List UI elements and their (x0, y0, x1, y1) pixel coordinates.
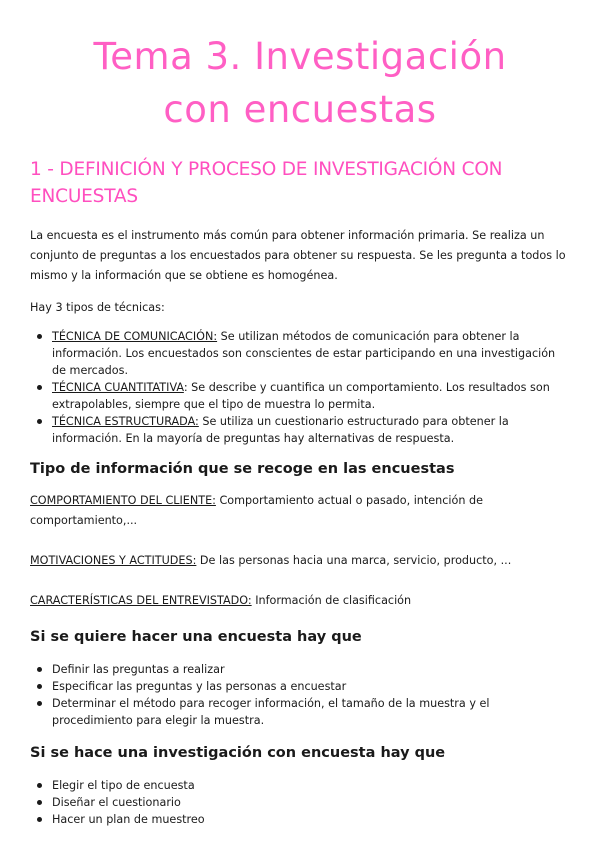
intro-paragraph: La encuesta es el instrumento más común para obtener información primaria. Se realiza un conjunto de preguntas a los encuestados para obtener su respuesta. Se les pregunta a todos lo mismo y la información que se obtiene es homogénea. (30, 229, 566, 282)
list-item (30, 794, 570, 811)
si-hace-list (30, 777, 570, 828)
info-paragraph-motivaciones (30, 551, 570, 571)
list-item (30, 661, 570, 678)
list-item-text: Se utilizan métodos de comunicación para obtener la información. Los encuestados son conscientes de estar participando en una investigación de mercados. (52, 330, 556, 377)
heading-si-quiere: Si se quiere hacer una encuesta hay que (30, 629, 362, 645)
list-item-text: Elegir el tipo de encuesta (52, 779, 195, 792)
info-term: MOTIVACIONES Y ACTITUDES: (30, 554, 197, 567)
bullet-icon (37, 419, 42, 424)
list-item-term: TÉCNICA DE COMUNICACIÓN: (52, 330, 218, 343)
info-paragraph-comportamiento (30, 491, 570, 531)
bullet-icon (37, 800, 42, 805)
list-item-text: Diseñar el cuestionario (52, 796, 181, 809)
list-item-text: Se utiliza un cuestionario estructurado para obtener la información. En la mayoría de preguntas hay alternativas de respuesta. (52, 415, 509, 445)
info-text: Información de clasificación (251, 594, 412, 607)
list-item (30, 777, 570, 794)
bullet-icon (37, 667, 42, 672)
page-title (30, 0, 570, 136)
bullet-icon (37, 334, 42, 339)
si-quiere-list (30, 661, 570, 729)
info-term: CARACTERÍSTICAS DEL ENTREVISTADO: (30, 594, 252, 607)
list-item (30, 328, 570, 379)
info-paragraph-caracteristicas (30, 591, 570, 611)
tecnicas-list (30, 328, 570, 447)
list-item-text: Hacer un plan de muestreo (52, 813, 205, 826)
bullet-icon (37, 783, 42, 788)
title-line-2: con encuestas (163, 88, 437, 131)
list-item (30, 413, 570, 447)
section-heading-definicion: 1 - DEFINICIÓN Y PROCESO DE INVESTIGACIÓN CON ENCUESTAS (30, 159, 503, 207)
list-item-text: Definir las preguntas a realizar (52, 663, 225, 676)
info-text: De las personas hacia una marca, servicio, producto, ... (196, 554, 512, 567)
list-item-term: TÉCNICA CUANTITATIVA (52, 381, 184, 394)
list-item-term: TÉCNICA ESTRUCTURADA: (52, 415, 199, 428)
list-item-text: Determinar el método para recoger información, el tamaño de la muestra y el procedimiento para elegir la muestra. (52, 697, 490, 727)
info-text: Comportamiento actual o pasado, intención de comportamiento,... (30, 494, 483, 527)
bullet-icon (37, 385, 42, 390)
list-item (30, 678, 570, 695)
tipos-intro: Hay 3 tipos de técnicas: (30, 301, 165, 314)
bullet-icon (37, 684, 42, 689)
bullet-icon (37, 817, 42, 822)
heading-si-hace: Si se hace una investigación con encuesta hay que (30, 745, 446, 761)
bullet-icon (37, 701, 42, 706)
heading-tipo-informacion: Tipo de información que se recoge en las encuestas (30, 461, 455, 477)
list-item-text: : Se describe y cuantifica un comportamiento. Los resultados son extrapolables, siempre que el tipo de muestra lo permita. (52, 381, 550, 411)
list-item (30, 811, 570, 828)
list-item (30, 695, 570, 729)
title-line-1: Tema 3. Investigación (93, 35, 507, 78)
info-term: COMPORTAMIENTO DEL CLIENTE: (30, 494, 216, 507)
list-item (30, 379, 570, 413)
list-item-text: Especificar las preguntas y las personas a encuestar (52, 680, 347, 693)
